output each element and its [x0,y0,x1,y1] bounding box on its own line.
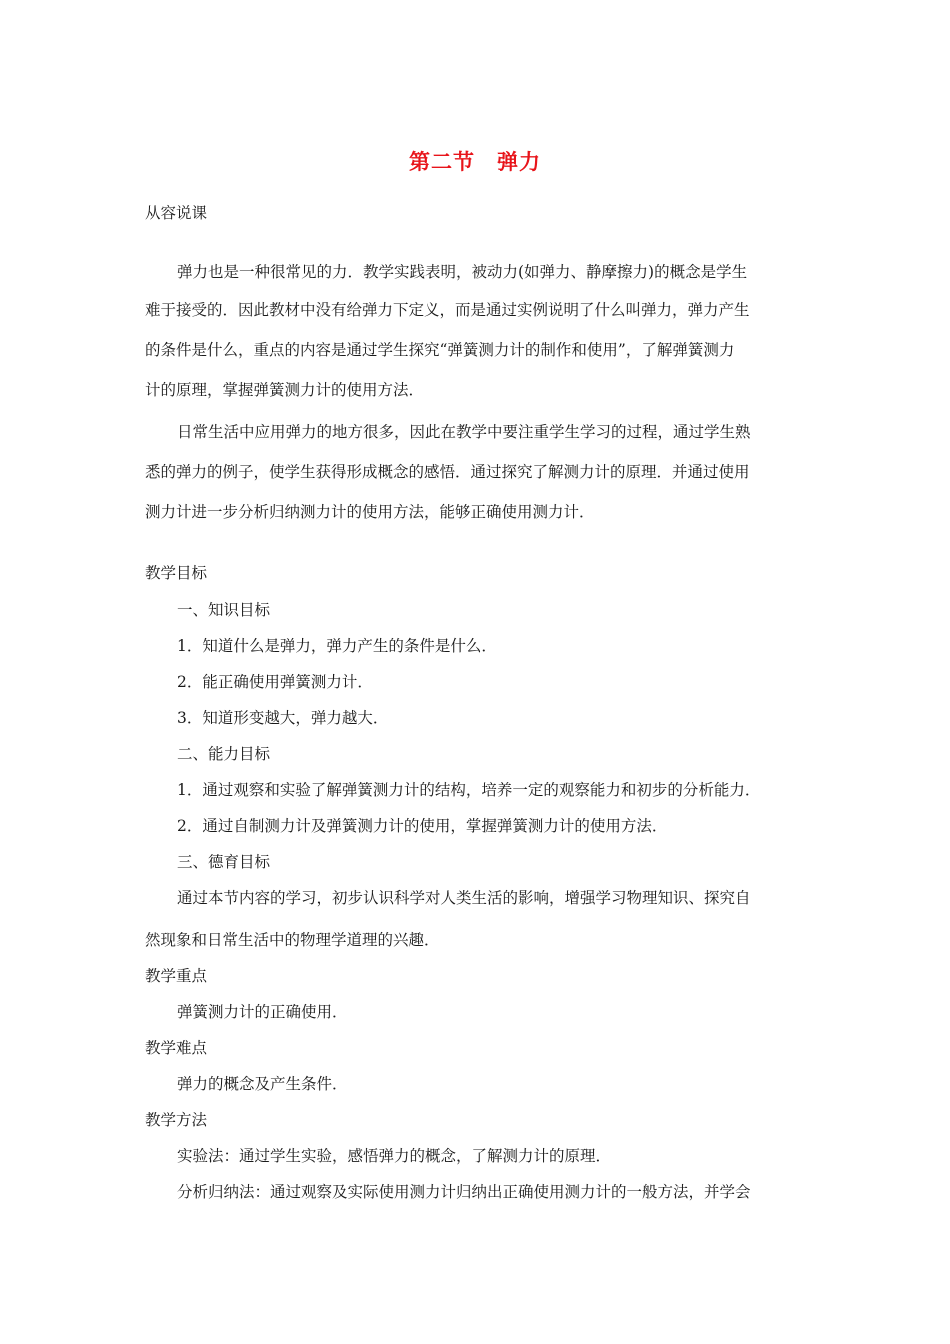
list-item: 2．能正确使用弹簧测力计． [177,673,373,691]
paragraph-line: 的条件是什么，重点的内容是通过学生探究“弹簧测力计的制作和使用”，了解弹簧测力 [145,341,735,359]
section-heading-key: 教学重点 [145,967,208,985]
section-heading-difficult: 教学难点 [145,1039,208,1057]
paragraph-line: 然现象和日常生活中的物理学道理的兴趣． [145,931,440,949]
paragraph-line: 通过本节内容的学习，初步认识科学对人类生活的影响，增强学习物理知识、探究自 [177,889,751,907]
method-line: 实验法：通过学生实验，感悟弹力的概念，了解测力计的原理． [177,1147,612,1165]
paragraph-line: 悉的弹力的例子，使学生获得形成概念的感悟．通过探究了解测力计的原理．并通过使用 [145,463,750,481]
section-heading-goals: 教学目标 [145,564,208,582]
method-line: 分析归纳法：通过观察及实际使用测力计归纳出正确使用测力计的一般方法，并学会 [177,1183,751,1201]
list-item: 2．通过自制测力计及弹簧测力计的使用，掌握弹簧测力计的使用方法． [177,817,668,835]
section-heading-method: 教学方法 [145,1111,208,1129]
page-title: 第二节 弹力 [409,149,541,174]
list-item: 3．知道形变越大，弹力越大． [177,709,389,727]
key-point-text: 弹簧测力计的正确使用． [177,1003,348,1021]
paragraph-line: 计的原理，掌握弹簧测力计的使用方法． [145,381,425,399]
list-item: 1．通过观察和实验了解弹簧测力计的结构，培养一定的观察能力和初步的分析能力． [177,781,761,799]
subsection-heading-moral: 三、德育目标 [177,853,271,871]
paragraph-line: 弹力也是一种很常见的力．教学实践表明，被动力(如弹力、静摩擦力)的概念是学生 [177,263,748,281]
paragraph-line: 测力计进一步分析归纳测力计的使用方法，能够正确使用测力计． [145,503,595,521]
paragraph-line: 难于接受的．因此教材中没有给弹力下定义，而是通过实例说明了什么叫弹力，弹力产生 [145,301,750,319]
paragraph-line: 日常生活中应用弹力的地方很多，因此在教学中要注重学生学习的过程，通过学生熟 [177,423,751,441]
list-item: 1．知道什么是弹力，弹力产生的条件是什么． [177,637,497,655]
section-heading-intro: 从容说课 [145,204,208,222]
subsection-heading-knowledge: 一、知识目标 [177,601,271,619]
difficult-point-text: 弹力的概念及产生条件． [177,1075,348,1093]
subsection-heading-ability: 二、能力目标 [177,745,271,763]
